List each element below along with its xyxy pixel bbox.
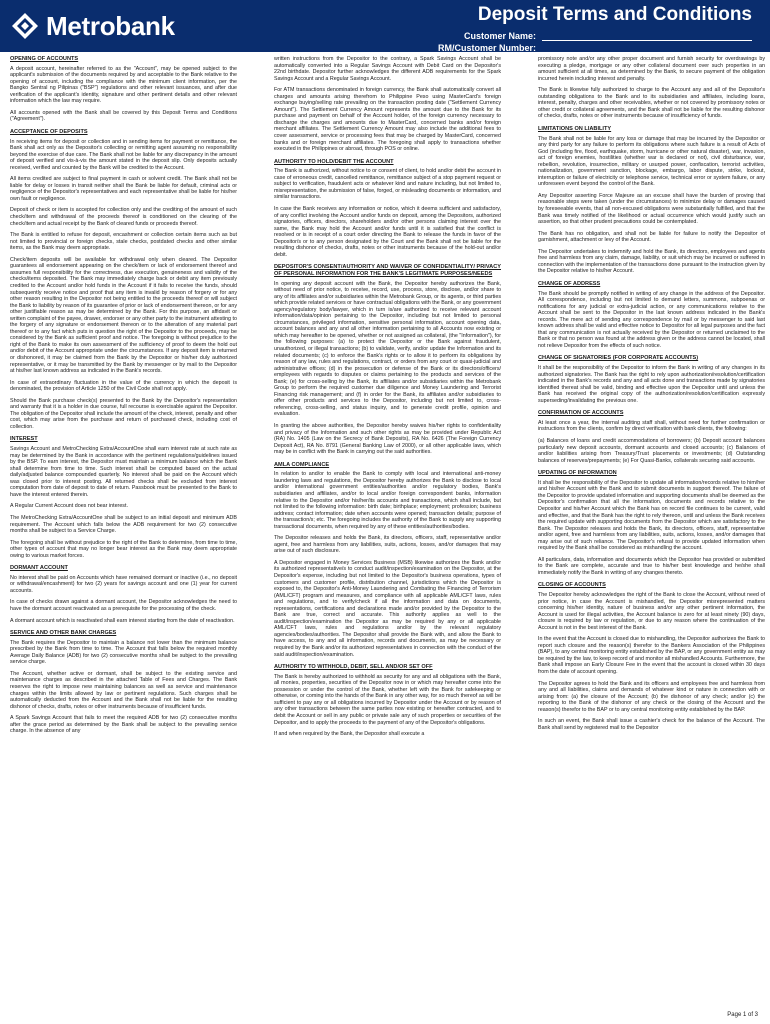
paragraph: It shall be the responsibility of the Depositor to inform the Bank in writing of any changes in its authorized signatories. The Bank has the right to rely upon authorization/resolution/certification indicated in the Bank's records and any and all acts done and transactions made by signatories identified thereat shall be valid, binding and effective upon the Depositor until and unless the Bank has received the original copy of the authorization/resolution/certification expressly superseding/invalidating the previous one. (538, 365, 765, 404)
paragraph: The MetroChecking Extra/AccountOne shall be subject to an initial deposit and minimum ADB requirement. The Account which falls below the ADB requirement for two (2) consecutive months shall be subject to a Service Charge. (10, 514, 237, 535)
paragraph: The foregoing shall be without prejudice to the right of the Bank to determine, from time to time, other types of account that may no longer bear interest as the Bank may deem appropriate owing to various market forces. (10, 539, 237, 559)
section-heading: INTEREST (10, 436, 38, 443)
paragraph: In case the Bank receives any information or notice, which it deems sufficient and satisfactory, of any conflict involving the Account and/or funds on deposit, among the Depositors, authorized signatories, officers, directors, shareholders and/or other persons claiming interest over the same, the Bank may hold the Account and/or funds until it is satisfied that the conflict is resolved or is in receipt of a court order directing the Bank to release the funds in favor of the Depositor/s or to any person designated by the Court and the Bank shall not be liable for the resulting dishonor of checks, drafts, notes or other instruments because of the hold-out and/or debit. (274, 205, 501, 258)
rm-customer-number-label: RM/Customer Number: (437, 43, 536, 53)
paragraph: In the event that the Account is closed due to mishandling, the Depositor authorizes the Bank to report such closure and the reason(s) therefor to the Bankers Association of the Philippines (BAP), to any central monitoring entity established by the BAP, or any government entity as may be required by the law, to keep record of and monitor all mishandled Accounts. Furthermore, the Bank shall impose an Early Closure Fee in the event that the account is closed within 30 days from the date of account opening. (538, 636, 765, 676)
section-heading: UPDATING OF INFORMATION (538, 470, 617, 477)
section-heading: SERVICE AND OTHER BANK CHARGES (10, 630, 117, 637)
paragraph: A Spark Savings Account that fails to meet the required ADB for two (2) consecutive months after the grace period as determined by the Bank shall be subject to the prevailing service charge. In the absence of any (10, 715, 237, 735)
logo-text: Metrobank (46, 10, 175, 41)
paragraph: A Regular Current Account does not bear interest. (10, 503, 128, 510)
paragraph: Check/item deposits will be available for withdrawal only when cleared. The Depositor guarantees all endorsement appearing on the check/item or lack of endorsement thereof and assumes full responsibility for the correctness, due execution, genuineness and validity of the checks/items deposited. The Bank may immediately charge back or debit any item previously credited to the Account and/or hold funds in the Account if it fails to receive the funds, should subsequently receive notice and proof that any item is invalid by reason of forgery or for any other reason resulting in the Depositor not being entitled to the proceeds thereof or will subject the Bank to liability by reason of its guarantee of prior or lack of endorsement thereon, or for any other justifiable reason as may be determined by the Bank. For this purpose, an affidavit or written complaint of the payee, drawer, endorser or any other party to the instrument attesting to the forgery of any signature or endorsement thereon or to the alteration of any material part thereof or to any fact which puts in question the right of the Depositor to the proceeds, may be considered by the Bank as sufficient proof and notice. The foregoing is without prejudice to the right of the Bank to make its own assessment of the sufficiency of proof to deem the hold out and/or debit of the Account appropriate under the circumstances. If any deposit item is returned or dishonored, it may be claimed from the Bank by the Depositor or his/her duly authorized representative, or it may be transmitted by the Bank by messenger or by mail to the Depositor at his/her last known address as indicated in the Bank's records. (10, 256, 237, 375)
page-number: Page 1 of 3 (727, 1012, 758, 1018)
paragraph: Deposit of check or item is accepted for collection only and the crediting of the amount of such check/item and withdrawal of the proceeds thereof is conditioned on the clearing of the check/item and actual receipt by the Bank of cleared funds or proceeds thereof. (10, 207, 237, 227)
paragraph: It shall be the responsibility of the Depositor to update all information/records relative to him/her and his/her Account with the Bank and to submit documents in support thereof. The failure of the Depositor to provide updated information and supporting documents shall be deemed as the Depositor's confirmation that all the information, documents and records relative to the Depositor and his/her Account which the Bank has on record file continues to be current, valid and effective, and that the Bank has the right to rely thereon, until and unless the Bank receives the required update with supporting documents from the Depositor which are satisfactory to the Bank. The Depositor releases and holds the Bank, its directors, officers, staff, representative and/or agent, free and harmless from any liabilities, suits, actions, losses, and/or damages that may arise out of such reliance. The Depositor's refusal to provide updated information when required by the Bank shall be considered as mishandling the account. (538, 479, 765, 552)
paragraph: promissory note and/or any other proper document and furnish security for overdrawings by executing a pledge, mortgage or any other collateral document over such properties in an amount sufficient at all times, as determined by the Bank, to secure payment of the obligation incurred herein including interest and penalty. (538, 56, 765, 82)
paragraph: A Depositor engaged in Money Services Business (MSB) likewise authorizes the Bank and/or its authorized representative/s to conduct audit/inspection/examination on the Depositor, at the Depositor's expense, including but not limited to the Depositor's business operations, types of customers and customer profile, distribution channel, jurisdictions which the Depositor is exposed to, the Depositor's Anti-Money Laundering and Combating the Financing of Terrorism (AML/CFT) program and measures, and compliance with all applicable AML/CFT laws, rules and regulations, and to verify/check if all the information and data on documents, representations, certifications and declarations made and/or provided by the Depositor to the Bank are true, correct and accurate. This authority applies as well to the audit/inspection/examination the Depositor as may be required by any or all applicable AML/CFT laws, rules and regulations and/or by the relevant regulatory agencies/bodies/authorities. The Depositor shall provide the Bank with, and allow the Bank to have access, to any and all information, records and documents, as may be necessary or required by the Bank and/or its authorized representatives in connection with the conduct of the said audit/inspection/examination. (274, 559, 501, 658)
paragraph: In such an event, the Bank shall issue a cashier's check for the balance of the Account. The Bank shall send by registered mail to the Depositor (538, 718, 765, 731)
paragraph: In case of extraordinary fluctuation in the value of the currency in which the deposit is denominated, the provision of Article 1250 of the Civil Code shall not apply. (10, 379, 237, 393)
paragraph: The Depositor undertakes to indemnify and hold the Bank, its directors, employees and agents free and harmless from any claim, damage, liability, or suit which may be incurred or suffered in connection with the implementation of the transactions done pursuant to the instruction given by the Depositor relative to his/her Account. (538, 248, 765, 275)
paragraph: The Depositor hereby acknowledges the right of the Bank to close the Account, without need of prior notice, in case the Account is mishandled, the Depositor misrepresented matters concerning his/her identity, nature of business and/or any other pertinent information, the Account is used for illegal activities, the Account balance is zero for at least ninety (90) days, closure is required by law or regulation, or due to any reason where the continuation of the Account is not in the best interest of the Bank. (538, 592, 765, 631)
paragraph: Any Depositor asserting Force Majeure as an excuse shall have the burden of proving that reasonable steps were taken (under the circumstances) to minimize delay or damages caused by foreseeable events, that all non-excused obligations were substantially fulfilled, and that the Bank was timely notified of the likelihood or actual occurrence which would justify such an assertion, so that other prudent precautions could be contemplated. (538, 192, 765, 226)
section-heading: OPENING OF ACCOUNTS (10, 56, 79, 62)
paragraph: For ATM transactions denominated in foreign currency, the Bank shall automatically convert all charges and amounts arising therefrom to Philippine Peso using MasterCard's foreign exchange buying/selling rate prevailing on the transaction posting date ("Settlement Currency Amount"). The Settlement Currency Amount represents the amount due to the Bank for its purchase and payment on behalf of the Account holder, of the foreign currency necessary to discharge the charges and amounts due to MasterCard, concerned banks and/or foreign merchant affiliates. The Settlement Currency Amount may also include the additional fees to cover assessment, service or processing fees that may be charged by MasterCard, concerned banks and or foreign merchant affiliates. The foregoing shall apply to transactions whether executed in the Philippines or abroad, through POS or online. (274, 87, 501, 153)
paragraph: The Bank is likewise fully authorized to charge to the Account any and all of the Depositor's outstanding obligations to the Bank and to its subsidiaries and affiliates, including loans, interest, penalty, charges and other receivables, whether or not covered by promissory notes or other credit or collateral agreements, and the Bank shall not be liable for the resulting dishonor of checks, drafts, notes or other instruments because of insufficiency of funds. (538, 87, 765, 120)
paragraph: A dormant account which is reactivated shall earn interest starting from the date of reactivation. (10, 617, 235, 624)
paragraph: At least once a year, the internal auditing staff shall, without need for further confirmation or instructions from the clients, confirm by direct verification with bank clients, the following: (538, 419, 765, 433)
paragraph: All items credited are subject to final payment in cash or solvent credit. The Bank shall not be liable for delay or losses in transit neither shall the Bank be liable for default, criminal acts or negligence of the Depositor's representatives and each representative shall be liable for his/her own fault or negligence. (10, 176, 237, 202)
section-heading: CLOSING OF ACCOUNTS (538, 582, 606, 589)
section-heading: CHANGE OF SIGNATORIES (FOR CORPORATE ACCOUNTS) (538, 355, 699, 362)
rm-customer-number-line (542, 43, 752, 53)
paragraph: The Bank has no obligation, and shall not be liable for failure to notify the Depositor of garnishment, attachment or levy of the Account. (538, 230, 765, 244)
paragraph: If and when required by the Bank, the Depositor shall execute a (274, 731, 425, 738)
paragraph: The Bank is entitled to refuse for deposit, encashment or collection certain items such as but not limited to provincial or foreign checks, stale checks, postdated checks and other similar items, as the Bank may deem appropriate. (10, 232, 237, 252)
customer-name-field (464, 31, 752, 41)
terms-column-1 (10, 56, 237, 740)
logo (10, 10, 175, 42)
paragraph: All particulars, data, information and documents which the Depositor has provided or submitted to the Bank are complete, accurate and true to his/her best knowledge and he/she shall immediately notify the Bank in writing of any changes thereto. (538, 556, 765, 576)
customer-name-line (542, 31, 752, 41)
paragraph: Savings Account and MetroChecking Extra/AccountOne shall earn interest rate at such rate as may be determined by the Bank in accordance with the pertinent regulations/guidelines issued by the BSP. To earn interest, the Depositor must maintain a minimum balance which the Bank shall determine from time to time. Such interest shall be computed based on the actual daily/adjusted balance compounded quarterly. No interest shall be paid on the Account which was closed prior to interest posting. All returned checks shall be excluded from interest computation from date of deposit to date of return. Passbook must be presented to the Bank to have the interest entered therein. (10, 446, 237, 498)
paragraph: The Account, whether active or dormant, shall be subject to the existing service and maintenance charges as described in the attached Table of Fees and Charges. The Bank reserves the right to impose new maintaining balances as well as service and maintenance charges within the limits allowed by law or pertinent regulations. Such charges shall be automatically deducted from the Account and the Bank shall not be liable for the resulting dishonor of checks, drafts, notes or other instruments because of insufficient funds. (10, 670, 237, 710)
section-heading: DEPOSITOR'S CONSENT/AUTHORITY AND WAIVER OF CONFIDENTIALITY/ PRIVACY OF PERSONAL INFORMATION FOR THE BANK'S LEGITIMATE PURPOSES/NEEDS (274, 264, 501, 277)
paragraph: In receiving items for deposit or collection and in sending items for payment or remittance, the Bank shall act only as the Depositor's collecting or remitting agent assuming no responsibility beyond the exercise of due care. The Bank shall not be liable for any discrepancy in the amount of deposit verified and vis-à-vis the amount stated in the deposit slip. Only deposits actually received, verified and counted by the Bank will be credited to the Account. (10, 138, 237, 171)
paragraph: The Depositor releases and holds the Bank, its directors, officers, staff, representative and/or agent, free and harmless from any liabilities, suits, actions, losses, and/or damages that may arise out of such disclosure. (274, 535, 501, 555)
paragraph: The Bank is authorized, without notice to or consent of client, to hold and/or debit the account in case of erroneous credit, cancelled remittance, remittance subject of a stop payment request or subject to verification, fraudulent acts or whatever kind and nature including, but not limited to, misrepresentation, the submission of false, forged, or misleading documents or information, and similar transactions. (274, 168, 501, 201)
terms-column-3 (538, 56, 765, 736)
paragraph: The Bank should be promptly notified in writing of any change in the address of the Depositor. All correspondence, including but not limited to demand letters, summons, subpoenas or notifications for any judicial or extra-judicial action, or any communications relative to the Account shall be sent to the Depositor in the last known address indicated in the Bank's records. The mere act of sending any correspondence by mail or by messenger to said last known address shall be valid and effective notice to Depositor for all legal purposes and the fact that any communication is not actually received by the Depositor or returned unclaimed to the Bank or that no person was found at the address given or the address cannot be located, shall not relieve Depositor from the effects of such notice. (538, 290, 765, 349)
customer-name-label: Customer Name: (463, 31, 536, 41)
document-title: Deposit Terms and Conditions (477, 4, 752, 25)
terms-column-2 (274, 56, 501, 743)
paragraph: In case of checks drawn against a dormant account, the Depositor acknowledges the need to have the dormant account reactivated as a prerequisite for the processing of the check. (10, 599, 237, 613)
paragraph: The Bank shall not be liable for any loss or damage that may be incurred by the Depositor or any third party for any failure to perform its obligations where such failure is a result of Acts of God (including fire, flood, earthquake, storm, hurricane or other natural disaster), war, invasion, act of foreign enemies, hostilities (whether war is declared or not), civil disturbance, war, rebellion, revolution, insurrection, military or usurped power, confiscation, terrorist activities, nationalization, government sanction, blockage, embargo, labor dispute, strike, lockout, interruption or failure of electricity or telephone service, technical error or system failure, or any unforeseen event beyond the control of the Bank. (538, 135, 765, 188)
paragraph: No interest shall be paid on Accounts which have remained dormant or inactive (i.e., no deposit or withdrawal/encashment) for two (2) years for savings account and one (1) year for current accounts. (10, 574, 237, 594)
section-heading: LIMITATIONS ON LIABILITY (538, 125, 612, 132)
paragraph: In opening any deposit account with the Bank, the Depositor hereby authorizes the Bank, without need of prior notice, to receive, record, use, process, store, disclose, and/or share to any of its affiliates and/or subsidiaries within the Metrobank Group, or its agents, or third parties which provide related services or have contractual obligations with the Bank, or any government agency/regulatory body/lawyer, which in turn is/are authorized to receive relevant account information/data/opinion pertaining to the Depositor, including but not limited to personal circumstances, privileged information, sensitive personal information, account opening data, account balances and any and all other information pertaining to all Accounts now existing or which may hereafter to be opened, whether or not assigned as collateral, (the "Information"), for the following purposes: (a) to protect the Depositor or the Bank against fraudulent, unauthorized, or illegal transactions; (b) to validate, verify, and/or update the Information and its related documents; (c) to enforce the Bank's rights or to allow it to perform its obligations by reason of any law, rules and regulations, contract, or orders from any court or quasi-judicial and administrative offices; (d) in the prosecution or defense of the Bank or its directors/officers/ employees with regards to disputes or claims pertaining to the products and services of the Bank; (e) for cross-selling by the Bank, its affiliates and/or subsidiaries within the Metrobank Group to perform the required customer due diligence and Money Laundering and Terrorist Financing risk management; and (f) in order for the Bank, its affiliates and/or subsidiaries to offer other products and services to the Depositor, including but not limited to, cross-referencing, cross-selling, and status inquiry, and to generate credit profile, opinion and evaluation. (274, 280, 501, 418)
metrobank-logo-icon (10, 11, 40, 41)
section-heading: CONFIRMATION OF ACCOUNTS (538, 410, 624, 417)
section-heading: AUTHORITY TO WITHHOLD, DEBIT, SELL AND/OR SET OFF (274, 664, 433, 671)
paragraph: (a) Balances of loans and credit accommodations of borrowers; (b) Deposit account balances particularly new deposit accounts, dormant accounts and closed accounts; (c) Balances of and/or liabilities arising from Treasury/Trust placements or investments; (d) Outstanding balances of reserves/prepayments; (e) For Quasi-Banks, collaterals securing said accounts. (538, 437, 765, 464)
paragraph: The Bank is hereby authorized to withhold as security for any and all obligations with the Bank, all monies, properties, securities of the Depositor now in or which may hereafter come into the possession or under the control of the Bank, whether left with the Bank for safekeeping or otherwise, or coming into the hands of the Bank in any other way, for so much thereof as will be sufficient to pay any or all obligations incurred by Depositor under the Account or by reason of any other transactions between the same parties now existing or hereafter contracted, and to debit the Account or sell in any public or private sale any of such properties or securities of the Depositor, and to apply the proceeds to the payment of any of the Depositor's obligations. (274, 673, 501, 726)
section-heading: DORMANT ACCOUNT (10, 565, 68, 572)
section-heading: ACCEPTANCE OF DEPOSITS (10, 128, 88, 135)
paragraph: In granting the above authorities, the Depositor hereby waives his/her rights to confidentiality and privacy of the Information and such other rights as may be provided under Republic Act (RA) No. 1405 (Law on the Secrecy of Bank Deposits), RA No. 6426 (The Foreign Currency Deposit Act), RA No. 8791 (General Banking Law of 2000), or all other applicable laws, which may be in conflict with the Bank in carrying out the said authorities. (274, 423, 501, 456)
section-heading: AUTHORITY TO HOLD/DEBIT THE ACCOUNT (274, 158, 394, 165)
paragraph: All accounts opened with the Bank shall be covered by this Deposit Terms and Conditions ("Agreement"). (10, 109, 237, 123)
paragraph: written instructions from the Depositor to the contrary, a Spark Savings Account shall be automatically converted into a Regular Savings Account with Debit Card on the Depositor's 22nd birthdate. Depositor further acknowledges the different ADB requirements for the Spark Savings Account and a Regular Savings Account. (274, 56, 501, 82)
paragraph: A deposit account, hereinafter referred to as the "Account", may be opened subject to the applicant's submission of the documents required by and acceptable to the Bank relative to the opening of account, including the compliance with the minimum client information, per the Bangko Sentral ng Pilipinas ("BSP") regulations and other relevant issuances, and after due verification of the applicant's identity, signature and other pertinent details and other relevant information which the law may require. (10, 65, 237, 105)
paragraph: The Bank requires the Depositor to maintain a balance not lower than the minimum balance prescribed by the Bank from time to time. The Account that falls below the required monthly Average Daily Balance (ADB) for two (2) consecutive months shall be subject to the prevailing service charge. (10, 639, 237, 666)
rm-customer-number-field (438, 43, 752, 53)
paragraph: In relation to and/or to enable the Bank to comply with local and international anti-money laundering laws and regulations, the Depositor hereby authorizes the Bank to disclose to local and/or international government entities/authorities and/or regulatory bodies, Bank's subsidiaries and affiliates, and/or to local and/or foreign correspondent banks, information relative to the Depositor and/or his/her/its accounts and transactions, which shall include, but not limited to the following information: birth date; birthplace; employment; profession; business address; contact information; date when accounts were opened; transaction details; purpose of the transaction/s; etc. The foregoing includes the authority of the Bank to supply any supporting transactional documents, when required by any of these entities/authorities/bodies. (274, 471, 501, 530)
section-heading: CHANGE OF ADDRESS (538, 280, 601, 287)
paragraph: The Depositor agrees to hold the Bank and its officers and employees free and harmless from any and all liabilities, claims and demands of whatever kind or nature in connection with or arising from: (a) the closure of the Account; (b) the dishonor of any check; and/or (c) the reporting to the Bank of the dishonor of any check or the closing of the Account and the reason(s) therefor to the BAP or to any central monitoring entity established by the BAP. (538, 680, 765, 713)
section-heading: AMLA COMPLIANCE (274, 461, 330, 468)
header-bar (0, 0, 770, 52)
paragraph: Should the Bank purchase check(s) presented to the Bank by the Depositor's representation and warranty that it is a holder in due course, full recourse is exercisable against the Depositor. The obligation of the Depositor shall include the amount of the check, interest, penalty and other cost, which may arise from the purchase and return of purchased check, including cost of collection. (10, 397, 237, 430)
